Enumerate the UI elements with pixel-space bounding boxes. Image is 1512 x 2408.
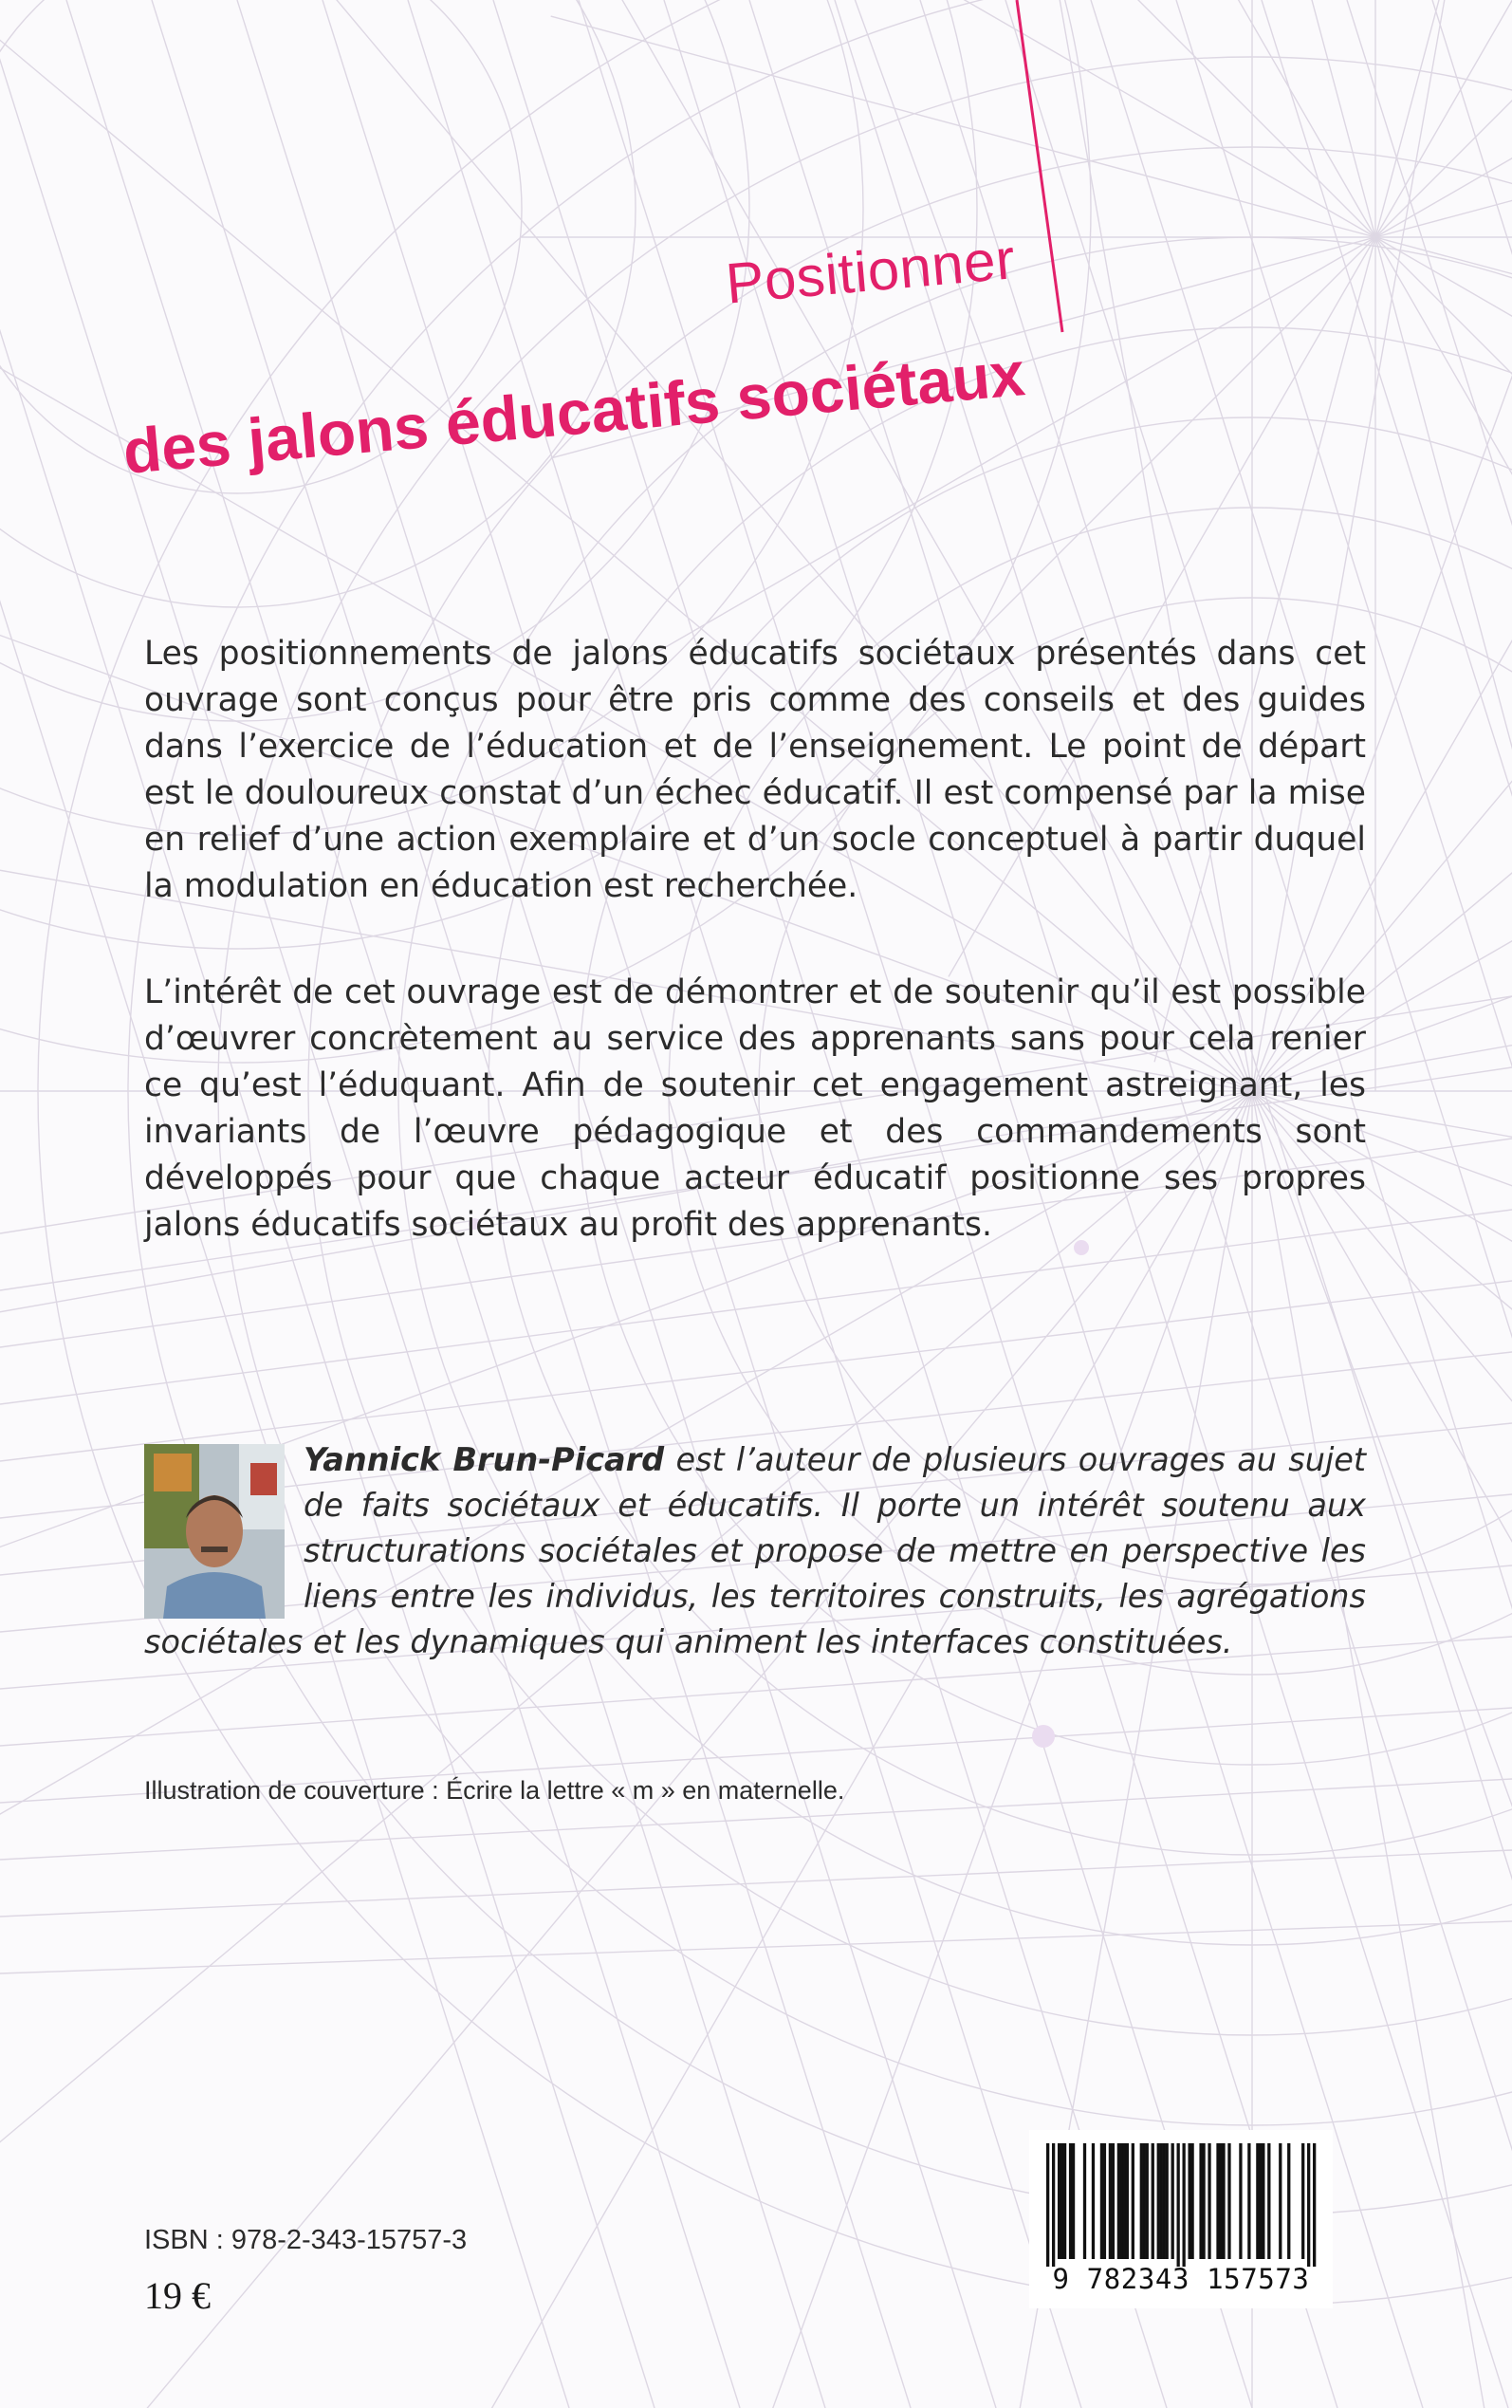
barcode-bar: [1060, 2143, 1063, 2259]
barcode-bar: [1126, 2143, 1129, 2259]
barcode-bar: [1140, 2143, 1143, 2259]
barcode-bar: [1112, 2143, 1115, 2259]
barcode-bar: [1157, 2143, 1160, 2259]
barcode-bar: [1120, 2143, 1123, 2259]
barcode-bar: [1132, 2143, 1134, 2259]
barcode-bar: [1247, 2143, 1250, 2259]
barcode-bar: [1219, 2143, 1222, 2259]
title-block: [0, 0, 1512, 531]
barcode-bar: [1160, 2143, 1163, 2259]
author-bio-text: est l’auteur de plusieurs ouvrages au sujet de faits sociétaux et éducatifs. Il porte un intérêt soutenu aux structurations sociétales et propose de mettre en perspective les liens entre les individus, les territoires construits, les agrégations sociétales et les dynamiques qui animent les interfaces constituées.: [144, 1441, 1366, 1660]
summary-paragraph-2: L’intérêt de cet ouvrage est de démontrer et de soutenir qu’il est possible d’œuvrer concrètement au service des apprenants sans pour cela renier ce qu’est l’éduquant. Afin de soutenir cet engagement astreignant, les invariants de l’œuvre pédagogique et des commandements sont développés pour que chaque acteur éducatif positionne ses propres jalons éducatifs sociétaux au profit des apprenants.: [144, 973, 1366, 1244]
barcode-bar: [1100, 2143, 1103, 2259]
barcode-bar: [1052, 2143, 1055, 2267]
barcode-bar: [1143, 2143, 1146, 2259]
illustration-credit: Illustration de couverture : Écrire la lettre « m » en maternelle.: [144, 1776, 845, 1805]
author-bio: [144, 1437, 1366, 1665]
barcode-bar: [1267, 2143, 1270, 2259]
barcode-bar: [1256, 2143, 1259, 2259]
barcode-bar: [1222, 2143, 1225, 2259]
barcode-bar: [1239, 2143, 1242, 2259]
isbn-label: ISBN : 978-2-343-15757-3: [144, 2225, 468, 2255]
background-line: [0, 1921, 1512, 1973]
summary-paragraph-1: Les positionnements de jalons éducatifs sociétaux présentés dans cet ouvrage sont conçus pour être pris comme des conseils et des guides dans l’exercice de l’éducation et de l’enseignement. Le point de départ est le douloureux constat d’un échec éducatif. Il est compensé par la mise en relief d’une action exemplaire et d’un socle conceptuel à partir duquel la modulation en éducation est recherchée.: [144, 635, 1366, 905]
barcode-bar: [1163, 2143, 1166, 2259]
barcode-bar: [1202, 2143, 1205, 2259]
barcode-bar: [1171, 2143, 1174, 2259]
barcode-bar: [1227, 2143, 1230, 2259]
barcode-bar: [1199, 2143, 1202, 2259]
barcode-bar: [1117, 2143, 1120, 2259]
barcode-bar: [1313, 2143, 1316, 2267]
barcode-bar: [1123, 2143, 1126, 2259]
background-line: [0, 1281, 1512, 1461]
barcode-bar: [1177, 2143, 1180, 2267]
barcode-bar: [1287, 2143, 1290, 2259]
barcode-bar: [1259, 2143, 1262, 2259]
barcode-bar: [1069, 2143, 1072, 2259]
barcode-bar: [1092, 2143, 1095, 2259]
author-name: Yannick Brun-Picard: [304, 1441, 665, 1478]
barcode-bar: [1190, 2143, 1193, 2259]
price-label: 19 €: [144, 2274, 211, 2317]
barcode-bar: [1146, 2143, 1149, 2259]
barcode-bar: [1058, 2143, 1060, 2259]
title-line-2: des jalons éducatifs sociétaux: [120, 338, 1028, 487]
barcode-bar: [1166, 2143, 1169, 2259]
barcode-bar: [1046, 2143, 1049, 2267]
decor-dot: [1032, 1725, 1055, 1748]
barcode: [1029, 2130, 1333, 2308]
barcode-bar: [1301, 2143, 1304, 2259]
barcode-bar: [1262, 2143, 1264, 2259]
barcode-bar: [1279, 2143, 1282, 2259]
barcode-bar: [1188, 2143, 1190, 2259]
barcode-bar: [1208, 2143, 1210, 2259]
barcode-bar: [1103, 2143, 1106, 2259]
barcode-bar: [1063, 2143, 1066, 2259]
barcode-bar: [1109, 2143, 1112, 2259]
barcode-bar: [1152, 2143, 1154, 2259]
barcode-bar: [1182, 2143, 1185, 2267]
barcode-bar: [1216, 2143, 1219, 2259]
barcode-digits: 9 782343 157573: [1052, 2263, 1310, 2295]
barcode-bar: [1072, 2143, 1075, 2259]
barcode-bar: [1307, 2143, 1310, 2267]
background-line: [0, 1850, 1512, 1917]
barcode-bar: [1083, 2143, 1086, 2259]
title-line-1: Positionner: [723, 227, 1018, 316]
